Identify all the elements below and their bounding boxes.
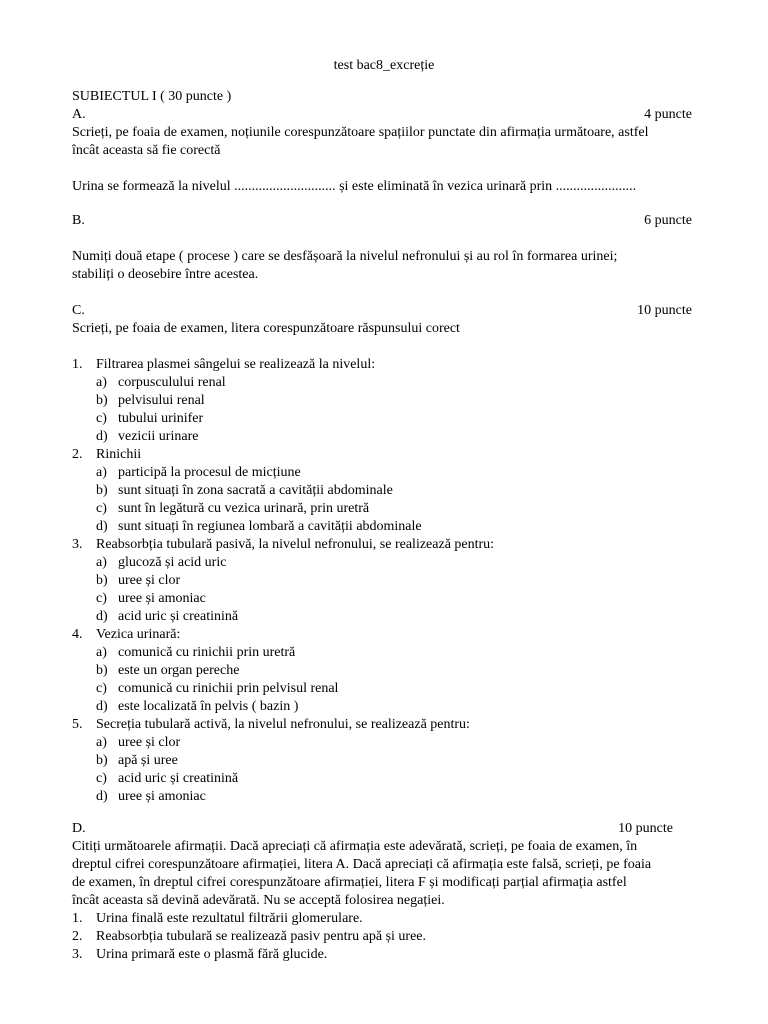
option-text: este localizată în pelvis ( bazin ) (118, 699, 299, 714)
option-letter: d) (96, 429, 108, 444)
option-text: comunică cu rinichii prin pelvisul renal (118, 681, 339, 696)
question-4 (72, 626, 692, 716)
question-5 (72, 716, 692, 806)
option-letter: d) (96, 789, 108, 804)
option-letter: b) (96, 483, 108, 498)
statement-number: 2. (72, 929, 83, 944)
option-text: pelvisului renal (118, 393, 205, 408)
statement-number: 1. (72, 911, 83, 926)
option-letter: c) (96, 771, 107, 786)
question-text: Secreția tubulară activă, la nivelul nefronului, se realizează pentru: (96, 717, 470, 732)
option-text: tubului urinifer (118, 411, 204, 426)
option-text: vezicii urinare (118, 429, 199, 444)
section-a-instruction-line-2: încât aceasta să fie corectă (72, 143, 221, 158)
section-d-instruction-line-4: încât aceasta să devină adevărată. Nu se acceptă folosirea negației. (72, 893, 445, 908)
section-c-header (72, 302, 692, 320)
statement-1 (72, 910, 704, 928)
option-letter: d) (96, 519, 108, 534)
section-d (72, 820, 704, 964)
section-d-letter: D. (72, 821, 86, 836)
statement-2 (72, 928, 704, 946)
option-letter: b) (96, 663, 108, 678)
section-c (72, 302, 692, 806)
option-text: uree și clor (118, 735, 181, 750)
option-text: corpusculului renal (118, 375, 226, 390)
option-text: sunt situați în zona sacrată a cavității abdominale (118, 483, 393, 498)
option-letter: b) (96, 753, 108, 768)
question-text: Filtrarea plasmei sângelui se realizează la nivelul: (96, 357, 376, 372)
question-number: 4. (72, 627, 83, 642)
option-text: glucoză și acid uric (118, 555, 227, 570)
option-text: apă și uree (118, 753, 178, 768)
option-text: este un organ pereche (118, 663, 240, 678)
option-letter: a) (96, 735, 107, 750)
option-letter: c) (96, 591, 107, 606)
section-a-instruction-line-1: Scrieți, pe foaia de examen, noțiunile corespunzătoare spațiilor punctate din afirmația următoare, astfel (72, 125, 649, 140)
option-text: acid uric și creatinină (118, 771, 239, 786)
option-letter: a) (96, 555, 107, 570)
statement-text: Reabsorbția tubulară se realizează pasiv pentru apă și uree. (96, 929, 427, 944)
question-number: 3. (72, 537, 83, 552)
question-text: Reabsorbția tubulară pasivă, la nivelul nefronului, se realizează pentru: (96, 537, 495, 552)
question-text: Rinichii (96, 447, 142, 462)
option-letter: d) (96, 699, 108, 714)
option-text: sunt situați în regiunea lombară a cavității abdominale (118, 519, 422, 534)
section-a-points: 4 puncte (644, 107, 692, 122)
option-letter: a) (96, 465, 107, 480)
option-letter: c) (96, 501, 107, 516)
section-a-letter: A. (72, 107, 86, 122)
question-number: 1. (72, 357, 83, 372)
document-title: test bac8_excreție (333, 58, 435, 73)
section-d-instruction-line-1: Citiți următoarele afirmații. Dacă apreciați că afirmația este adevărată, scrieți, pe foaia de examen, în (72, 839, 638, 854)
section-b-points: 6 puncte (644, 213, 692, 228)
section-c-instruction: Scrieți, pe foaia de examen, litera corespunzătoare răspunsului corect (72, 321, 460, 336)
section-c-letter: C. (72, 303, 85, 318)
section-d-header (72, 820, 704, 838)
subiect-heading: SUBIECTUL I ( 30 puncte ) (72, 89, 232, 104)
option-text: sunt în legătură cu vezica urinară, prin uretră (118, 501, 370, 516)
question-number: 2. (72, 447, 83, 462)
section-b-letter: B. (72, 213, 85, 228)
option-letter: a) (96, 375, 107, 390)
section-b-text-line-1: Numiți două etape ( procese ) care se desfășoară la nivelul nefronului și au rol în formarea urinei; (72, 249, 618, 264)
section-a (72, 88, 692, 196)
section-d-points: 10 puncte (618, 821, 673, 836)
section-d-instruction-line-2: dreptul cifrei corespunzătoare afirmației, litera A. Dacă apreciați că afirmația este falsă, scrieți, pe foaia (72, 857, 652, 872)
option-text: uree și amoniac (118, 591, 206, 606)
section-d-instruction-line-3: de examen, în dreptul cifrei corespunzătoare afirmației, litera F și modificați parțial afirmația astfel (72, 875, 627, 890)
option-letter: a) (96, 645, 107, 660)
option-text: uree și clor (118, 573, 181, 588)
statement-3 (72, 946, 704, 964)
option-letter: c) (96, 411, 107, 426)
section-a-header (72, 106, 692, 124)
statement-number: 3. (72, 947, 83, 962)
option-letter: b) (96, 393, 108, 408)
section-a-sentence: Urina se formează la nivelul ............................. și este eliminată în vezica urinară prin ....................... (72, 179, 637, 194)
question-2 (72, 446, 692, 536)
question-number: 5. (72, 717, 83, 732)
statement-text: Urina primară este o plasmă fără glucide. (96, 947, 328, 962)
option-text: participă la procesul de micțiune (118, 465, 301, 480)
section-c-points: 10 puncte (637, 303, 692, 318)
option-text: uree și amoniac (118, 789, 206, 804)
option-text: comunică cu rinichii prin uretră (118, 645, 296, 660)
option-letter: c) (96, 681, 107, 696)
option-text: acid uric și creatinină (118, 609, 239, 624)
section-b (72, 212, 692, 284)
question-text: Vezica urinară: (96, 627, 181, 642)
option-letter: d) (96, 609, 108, 624)
question-1 (72, 356, 692, 446)
question-3 (72, 536, 692, 626)
option-letter: b) (96, 573, 108, 588)
section-b-header (72, 212, 692, 230)
statement-text: Urina finală este rezultatul filtrării glomerulare. (96, 911, 363, 926)
section-b-text-line-2: stabiliți o deosebire între acestea. (72, 267, 259, 282)
